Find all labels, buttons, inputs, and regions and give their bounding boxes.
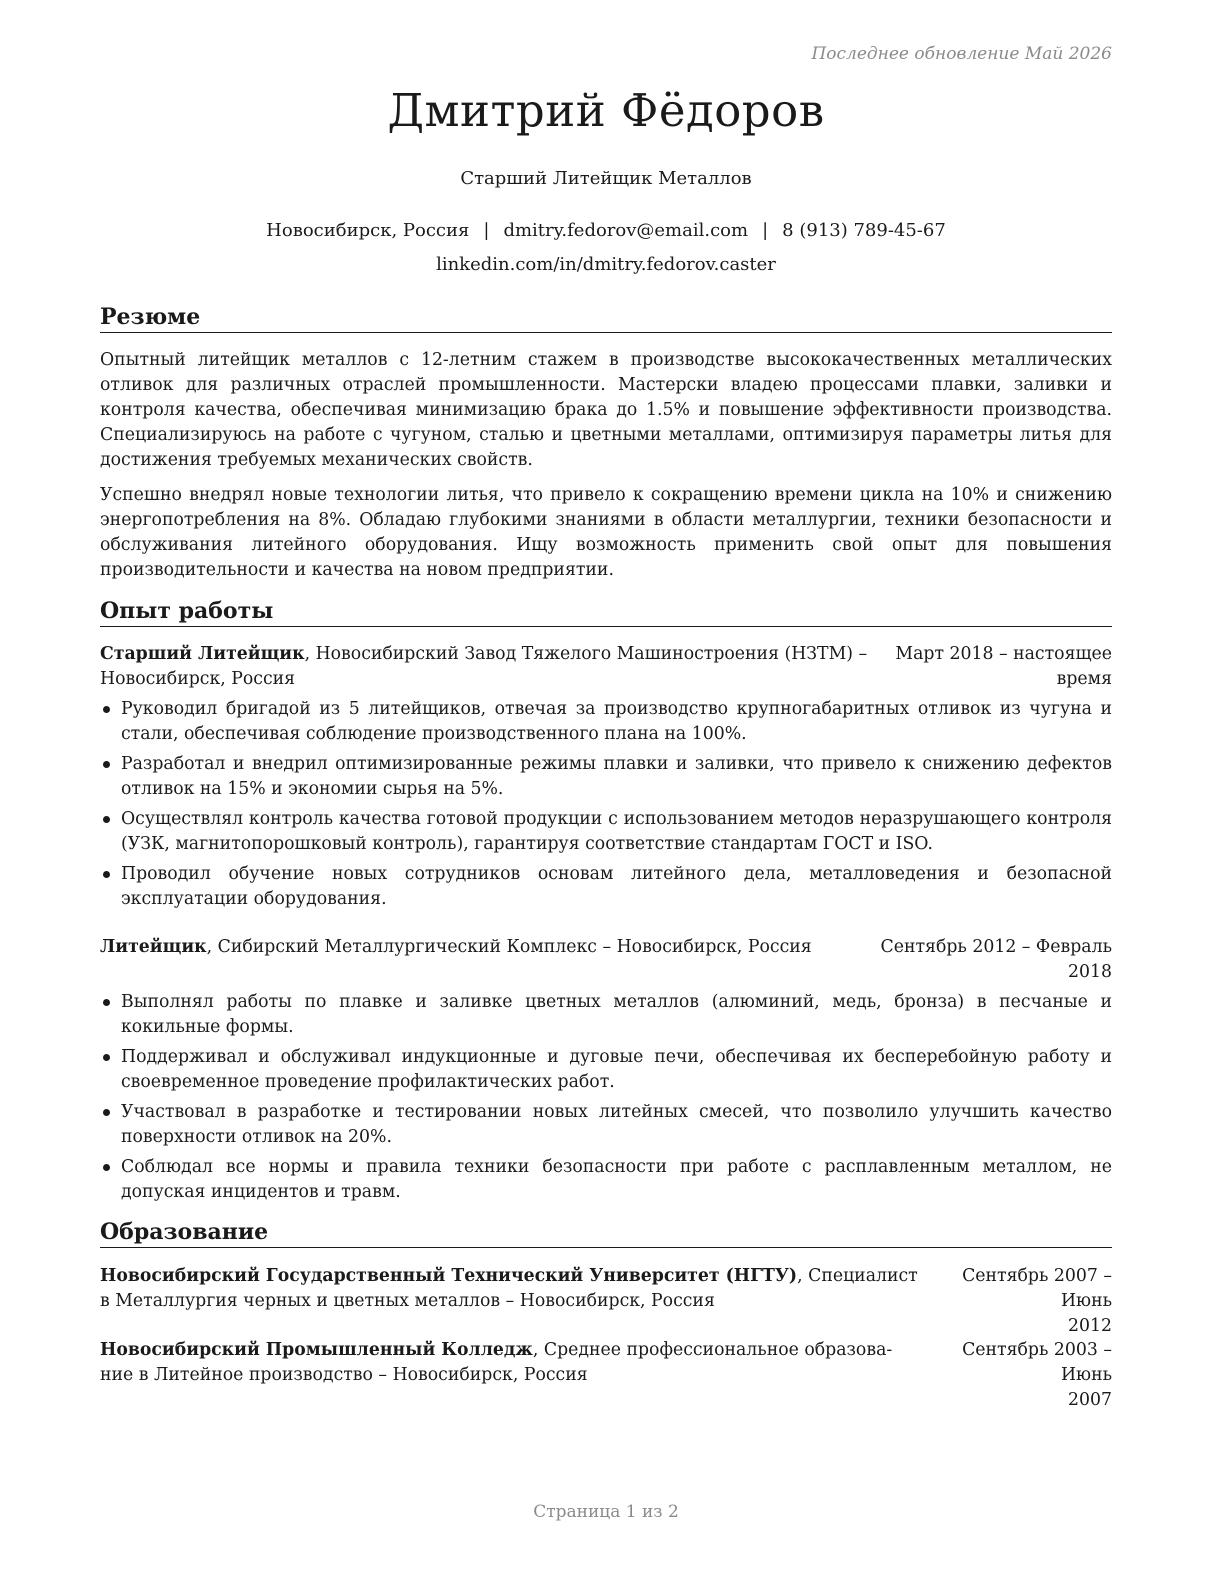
list-item: Осуществлял контроль качества готовой продукции с использованием методов неразрушающего контроля (УЗК, магнитопорошковый контроль), гарантируя соответствие стандартам ГОСТ и ISO. (100, 807, 1112, 857)
candidate-name: Дмитрий Фёдоров (387, 84, 825, 137)
separator: | (762, 220, 769, 241)
education-entry (100, 1264, 1112, 1336)
email-link[interactable]: dmitry.fedorov@email.com (503, 220, 749, 241)
section-title-experience: Опыт работы (100, 598, 1112, 627)
school-name: Новосибирский Государственный Технический Университет (НГТУ) (100, 1266, 798, 1286)
school-name: Новосибирский Промышленный Колледж (100, 1340, 533, 1360)
degree: , Среднее профессиональное образова- (532, 1340, 893, 1360)
section-title-education: Образование (100, 1219, 1112, 1248)
education-org (100, 1338, 970, 1388)
degree-detail: в Металлургия черных и цветных металлов – Новосибирск, Россия (100, 1291, 715, 1311)
section-title-summary: Резюме (100, 304, 1112, 333)
education-dates: Сентябрь 2003 – Июнь 2007 (962, 1338, 1112, 1413)
list-item: Соблюдал все нормы и правила техники безопасности при работе с расплавленным металлом, не допуская инцидентов и травм. (100, 1155, 1112, 1205)
list-item: Разработал и внедрил оптимизированные режимы плавки и заливки, что привело к снижению дефектов отливок на 15% и экономии сырья на 5%. (100, 752, 1112, 802)
job-header (100, 935, 1112, 985)
job-header (100, 642, 1112, 692)
list-item: Проводил обучение новых сотрудников основам литейного дела, металловедения и безопасной эксплуатации оборудования. (100, 862, 1112, 912)
job-bullets (100, 697, 1112, 917)
education-entry (100, 1338, 1112, 1410)
location: Новосибирск, Россия (266, 220, 470, 241)
education-org (100, 1264, 970, 1314)
degree: , Специалист (797, 1266, 918, 1286)
summary-paragraph-1: Опытный литейщик металлов с 12-летним стажем в производстве высококачественных металлических отливок для различных отраслей промышленности. Мастерски владею процессами плавки, заливки и контроля качества, обеспечивая минимизацию брака до 1.5% и повышение эффективности производства. Специализируюсь на работе с чугуном, сталью и цветными металлами, оптимизируя параметры литья для достижения требуемых механических свойств. (100, 350, 1112, 470)
job-company: , Сибирский Металлургический Комплекс – Новосибирск, Россия (206, 937, 812, 957)
contact-line (100, 220, 1112, 241)
job-location: Новосибирск, Россия (100, 669, 296, 689)
job-bullets (100, 990, 1112, 1210)
job-org (100, 935, 820, 960)
job-org (100, 642, 870, 692)
candidate-title: Старший Литейщик Металлов (460, 168, 752, 189)
list-item: Выполнял работы по плавке и заливке цветных металлов (алюминий, медь, бронза) в песчаные и кокильные формы. (100, 990, 1112, 1040)
job-role: Литейщик (100, 937, 207, 957)
list-item: Поддерживал и обслуживал индукционные и дуговые печи, обеспечивая их бесперебойную работу и своевременное проведение профилактических работ. (100, 1045, 1112, 1095)
separator: | (483, 220, 490, 241)
list-item: Участвовал в разработке и тестировании новых литейных смесей, что позволило улучшить качество поверхности отливок на 20%. (100, 1100, 1112, 1150)
linkedin-link[interactable]: linkedin.com/in/dmitry.fedorov.caster (436, 254, 776, 275)
list-item: Руководил бригадой из 5 литейщиков, отвечая за производство крупногабаритных отливок из чугуна и стали, обеспечивая соблюдение производственного плана на 100%. (100, 697, 1112, 747)
job-role: Старший Литейщик (100, 644, 305, 664)
job-dates: Сентябрь 2012 – Февраль 2018 (880, 937, 1112, 982)
last-updated: Последнее обновление Май 2026 (811, 44, 1112, 64)
degree-detail: ние в Литейное производство – Новосибирск, Россия (100, 1365, 588, 1385)
resume-page (100, 0, 1112, 1584)
education-dates: Сентябрь 2007 – Июнь 2012 (962, 1264, 1112, 1339)
phone: 8 (913) 789-45-67 (782, 220, 946, 241)
summary-paragraph-2: Успешно внедрял новые технологии литья, что привело к сокращению времени цикла на 10% и снижению энергопотребления на 8%. Обладаю глубокими знаниями в области металлургии, техники безопасности и обслуживания литейного оборудования. Ищу возможность применить свой опыт для повышения производительности и качества на новом предприятии. (100, 485, 1112, 580)
page-number: Страница 1 из 2 (533, 1502, 679, 1522)
job-company: , Новосибирский Завод Тяжелого Машиностроения (НЗТМ) – (304, 644, 868, 664)
job-dates: Март 2018 – настоящее время (895, 644, 1112, 689)
